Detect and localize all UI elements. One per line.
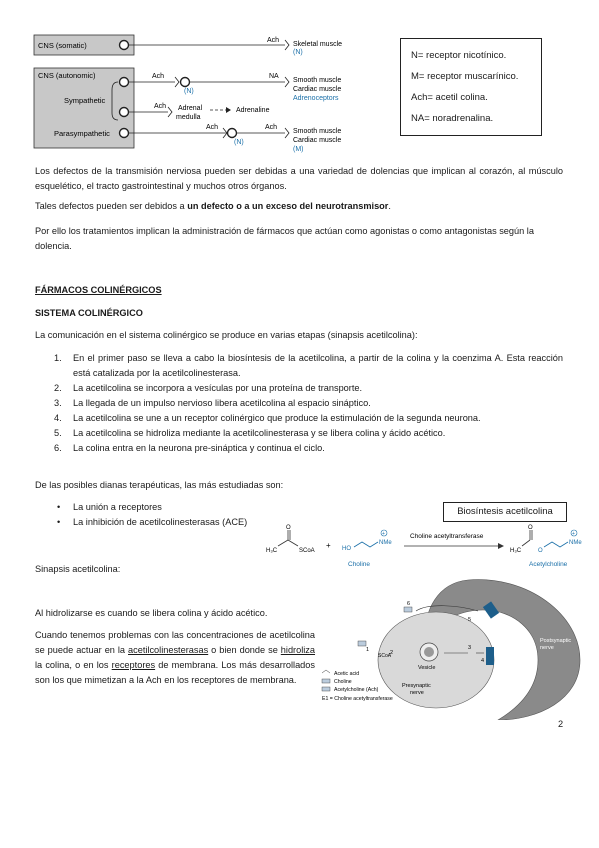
svg-text:Smooth muscle: Smooth muscle xyxy=(293,77,342,84)
heading-sistema: SISTEMA COLINÉRGICO xyxy=(35,308,143,318)
paragraph-hydrolysis: Al hidrolizarse es cuando se libera colina y ácido acético. xyxy=(35,608,268,618)
list-item: • La unión a receptores xyxy=(35,500,325,515)
paragraph-problems: Cuando tenemos problemas con las concentraciones de acetilcolina se puede actuar en la acetilcolinesterasas o bien donde se hidroliza la colina, o en los receptores de membrana. Los más desarrollados son los que mimetizan a la Ach en los receptores de membrana. xyxy=(35,630,316,685)
list-item: • La inhibición de acetilcolinesterasas (ACE) xyxy=(35,515,325,530)
svg-text:Acetylcholine: Acetylcholine xyxy=(529,561,568,568)
list-item: 2. La acetilcolina se incorpora a vesículas por una proteína de transporte. xyxy=(54,383,363,393)
svg-text:NA: NA xyxy=(269,73,279,80)
svg-text:E1 = Choline acetyltransferase: E1 = Choline acetyltransferase xyxy=(322,696,393,702)
paragraph-treatments: Por ello los tratamientos implican la administración de fármacos que actúan como agonistas o como antagonistas según la dolencia. xyxy=(35,226,534,251)
svg-text:Adrenoceptors: Adrenoceptors xyxy=(293,95,339,102)
svg-text:4: 4 xyxy=(481,658,485,664)
svg-text:Ach: Ach xyxy=(265,124,278,131)
svg-text:Acetic acid: Acetic acid xyxy=(334,671,360,677)
paragraph-defects: Los defectos de la transmisión nerviosa pueden ser debidas a una variedad de dolencias que implican al corazón, al músculo esquelético, el tracto gastrointestinal y muchos otros órganos. xyxy=(35,166,563,191)
svg-text:3: 3 xyxy=(468,645,472,651)
svg-text:NMe: NMe xyxy=(379,540,392,546)
svg-text:+: + xyxy=(382,531,385,537)
svg-text:nerve: nerve xyxy=(540,645,554,651)
svg-text:H₃C: H₃C xyxy=(510,548,522,554)
svg-text:6: 6 xyxy=(407,601,411,607)
svg-text:+: + xyxy=(572,531,575,537)
svg-text:Smooth muscle: Smooth muscle xyxy=(293,128,342,135)
svg-text:Postsynaptic: Postsynaptic xyxy=(540,638,572,644)
abbreviation-legend xyxy=(400,38,542,136)
svg-text:(N): (N) xyxy=(293,49,303,56)
svg-text:Ach: Ach xyxy=(154,103,167,110)
steps-list xyxy=(35,351,563,456)
svg-text:+: + xyxy=(326,541,331,550)
svg-text:Ach: Ach xyxy=(206,124,219,131)
svg-text:NMe: NMe xyxy=(569,540,582,546)
svg-text:Ach: Ach xyxy=(152,73,165,80)
svg-text:Ach: Ach xyxy=(267,37,280,44)
list-item: 5. La acetilcolina se hidroliza mediante la acetilcolinesterasa y se libera colina y ácido acético. xyxy=(54,428,446,438)
synapse-diagram xyxy=(318,575,588,720)
list-item: 6. La colina entra en la neurona pre-sináptica y continua el ciclo. xyxy=(54,443,325,453)
svg-text:SCoA: SCoA xyxy=(299,548,315,554)
heading-farmacos: FÁRMACOS COLINÉRGICOS xyxy=(35,285,162,295)
svg-text:H₃C: H₃C xyxy=(266,548,278,554)
list-item: 1. En el primer paso se lleva a cabo la biosíntesis de la acetilcolina, a partir de la colina y la coenzima A. Esta reacción está catalizada por la acetilcolinesterasa. xyxy=(54,353,563,378)
svg-text:SCoA: SCoA xyxy=(378,653,392,659)
svg-text:Skeletal muscle: Skeletal muscle xyxy=(293,41,343,48)
svg-text:Vesicle: Vesicle xyxy=(418,665,436,671)
legend-item: NA= noradrenalina. xyxy=(411,113,494,124)
svg-text:2: 2 xyxy=(390,650,394,656)
svg-text:1: 1 xyxy=(366,647,370,653)
legend-item: Ach= acetil colina. xyxy=(411,92,488,103)
svg-text:Choline: Choline xyxy=(334,679,352,685)
legend-item: M= receptor muscarínico. xyxy=(411,71,519,82)
svg-text:Choline acetyltransferase: Choline acetyltransferase xyxy=(410,533,484,540)
svg-text:medulla: medulla xyxy=(176,114,201,121)
svg-text:Adrenal: Adrenal xyxy=(178,105,203,112)
svg-text:(M): (M) xyxy=(293,146,304,153)
svg-text:(N): (N) xyxy=(234,139,244,146)
svg-text:HO: HO xyxy=(342,546,351,552)
biosintesis-reaction xyxy=(266,524,586,574)
paragraph-causes: Tales defectos pueden ser debidos a un defecto o a un exceso del neurotransmisor. xyxy=(35,201,391,211)
svg-text:Cardiac muscle: Cardiac muscle xyxy=(293,86,342,93)
svg-text:Sympathetic: Sympathetic xyxy=(64,96,106,105)
intro-text: La comunicación en el sistema colinérgico se produce en varias etapas (sinapsis acetilcolina): xyxy=(35,330,418,340)
legend-item: N= receptor nicotínico. xyxy=(411,50,507,61)
targets-intro: De las posibles dianas terapéuticas, las más estudiadas son: xyxy=(35,480,284,490)
nervous-system-diagram xyxy=(30,30,370,155)
svg-text:(N): (N) xyxy=(184,88,194,95)
svg-text:5: 5 xyxy=(468,617,472,623)
list-item: 4. La acetilcolina se une a un receptor colinérgico que produce la estimulación de la segunda neurona. xyxy=(54,413,481,423)
svg-text:Parasympathetic: Parasympathetic xyxy=(54,129,110,138)
svg-text:O: O xyxy=(286,525,291,531)
sinapsis-label: Sinapsis acetilcolina: xyxy=(35,564,121,574)
svg-text:Choline: Choline xyxy=(348,561,371,568)
biosintesis-title: Biosíntesis acetilcolina xyxy=(443,502,567,522)
svg-text:O: O xyxy=(528,525,533,531)
list-item: 3. La llegada de un impulso nervioso libera acetilcolina al espacio sináptico. xyxy=(54,398,371,408)
svg-text:nerve: nerve xyxy=(410,690,424,696)
svg-text:Acetylcholine (Ach): Acetylcholine (Ach) xyxy=(334,687,379,693)
cns-somatic-label: CNS (somatic) xyxy=(38,41,87,50)
cns-autonomic-label: CNS (autonomic) xyxy=(38,71,96,80)
svg-text:Presynaptic: Presynaptic xyxy=(402,683,431,689)
svg-text:Cardiac muscle: Cardiac muscle xyxy=(293,137,342,144)
page-number: 2 xyxy=(558,719,564,729)
svg-text:O: O xyxy=(538,548,543,554)
svg-text:Adrenaline: Adrenaline xyxy=(236,107,270,114)
